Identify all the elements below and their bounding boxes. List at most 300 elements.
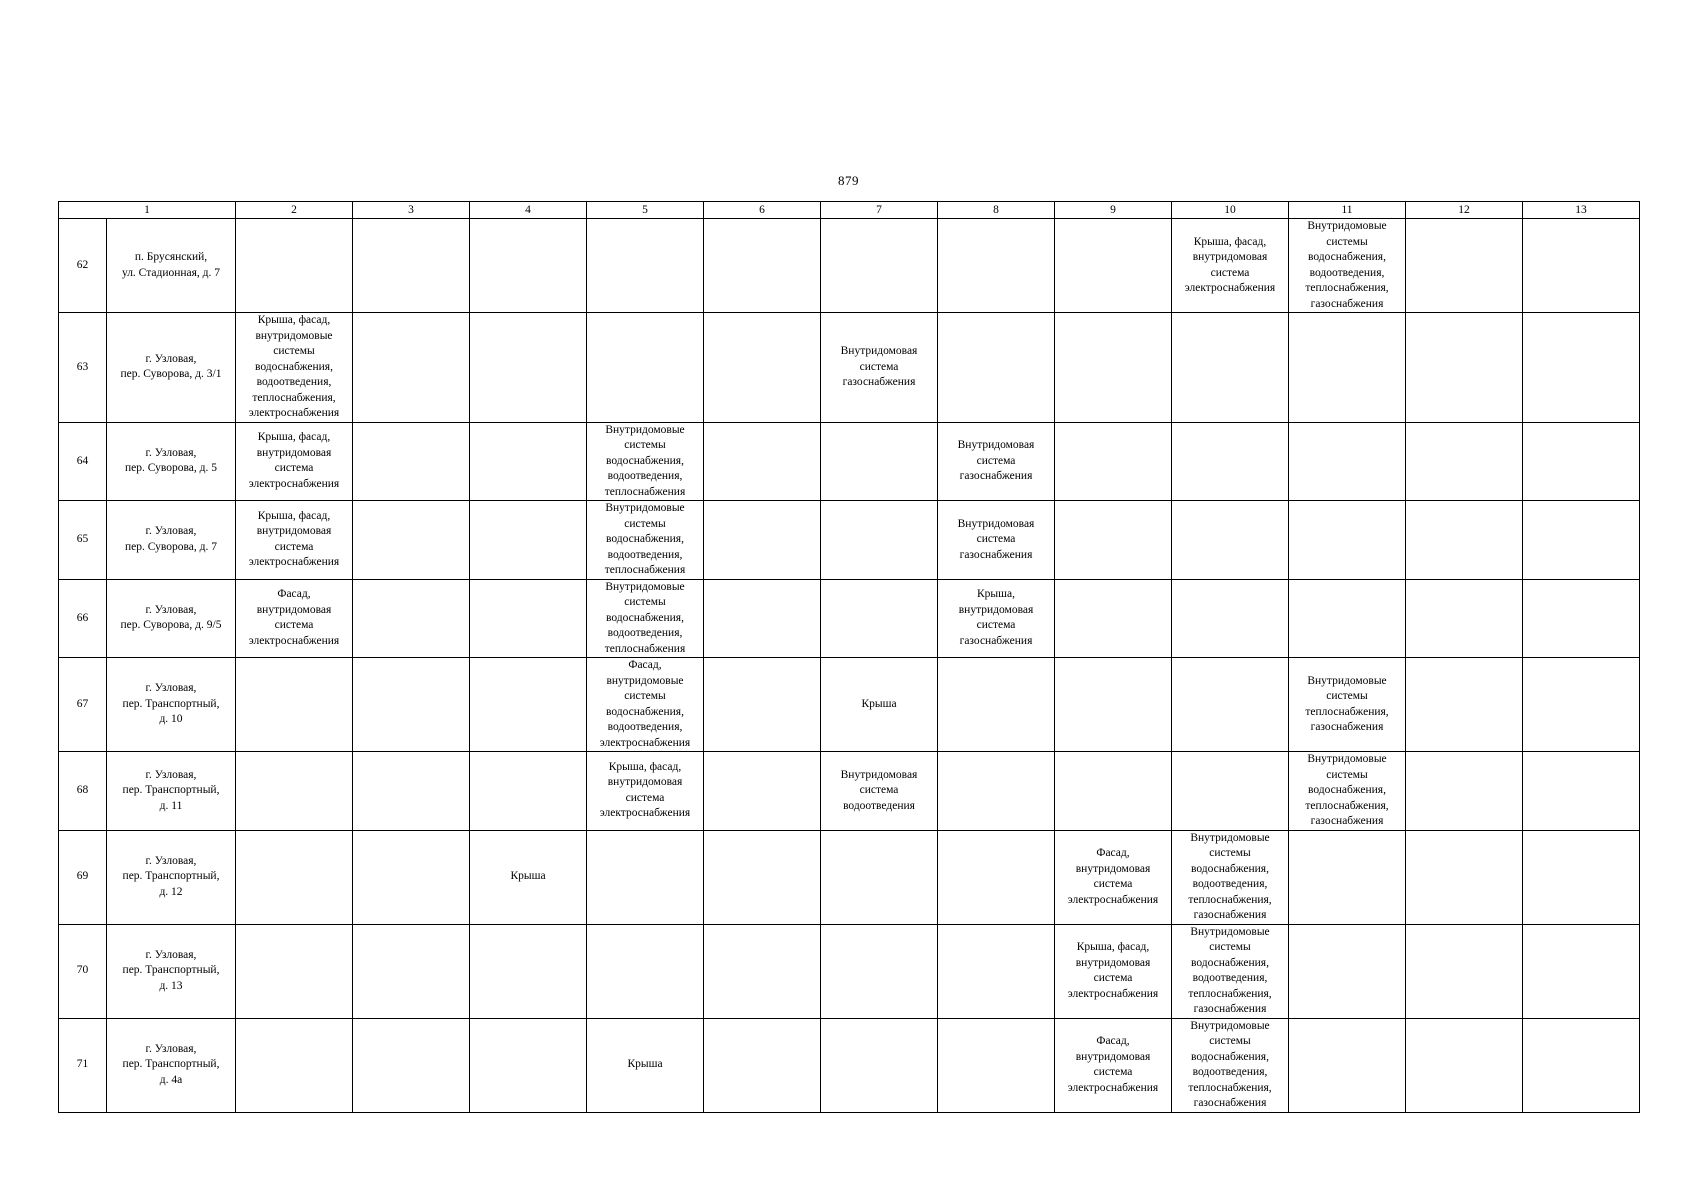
cell-line: электроснабжения — [1067, 893, 1159, 906]
cell-line: системы — [624, 439, 666, 451]
work-cell — [1523, 924, 1640, 1018]
cell-line: теплоснабжения, — [1188, 1081, 1272, 1094]
cell-line: д. 4а — [159, 1073, 183, 1086]
column-number: 9 — [1055, 202, 1172, 219]
cell-line: водоотведения, — [1192, 972, 1268, 984]
work-cell — [1523, 501, 1640, 580]
work-cell — [470, 924, 587, 1018]
row-number: 70 — [59, 924, 107, 1018]
work-cell — [470, 658, 587, 752]
cell-line: водоотведения, — [607, 721, 683, 733]
address-cell — [107, 658, 236, 752]
column-number: 11 — [1289, 202, 1406, 219]
cell-line: пер. Транспортный, — [122, 1058, 220, 1071]
cell-line: водоотведения — [843, 799, 915, 812]
work-cell — [1172, 501, 1289, 580]
work-cell — [821, 924, 938, 1018]
work-cell — [587, 579, 704, 658]
address-cell — [107, 422, 236, 501]
cell-line: система — [859, 784, 899, 796]
cell-line: система — [1210, 266, 1250, 279]
work-cell — [236, 579, 353, 658]
cell-line: электроснабжения — [1184, 282, 1276, 294]
work-cell — [1172, 219, 1289, 313]
work-cell — [1055, 422, 1172, 501]
cell-line: Внутридомовые — [1190, 1019, 1270, 1032]
row-number: 71 — [59, 1018, 107, 1112]
work-cell — [1172, 924, 1289, 1018]
cell-line: Крыша, фасад, — [608, 760, 682, 773]
table-row — [59, 658, 1640, 752]
work-cell — [353, 313, 470, 423]
cell-line: системы — [624, 596, 666, 608]
column-number: 2 — [236, 202, 353, 219]
cell-line: Крыша — [510, 870, 546, 883]
cell-line: водоотведения, — [607, 470, 683, 482]
work-cell — [1523, 579, 1640, 658]
cell-line: водоотведения, — [256, 376, 332, 388]
cell-line: п. Брусянский, — [134, 251, 208, 263]
work-cell — [1172, 658, 1289, 752]
cell-line: система — [859, 360, 899, 373]
cell-line: система — [625, 791, 665, 804]
cell-line: система — [976, 454, 1016, 467]
column-number: 3 — [353, 202, 470, 219]
work-cell — [236, 658, 353, 752]
work-cell — [236, 752, 353, 831]
work-cell — [587, 501, 704, 580]
work-cell — [1523, 422, 1640, 501]
cell-line: Внутридомовые — [1190, 925, 1270, 938]
cell-line: Фасад, — [1096, 1035, 1130, 1047]
work-cell — [1406, 313, 1523, 423]
cell-line: Крыша, фасад, — [257, 431, 331, 444]
work-cell — [236, 1018, 353, 1112]
cell-line: Внутридомовые — [1307, 753, 1387, 765]
work-cell — [938, 501, 1055, 580]
address-cell — [107, 219, 236, 313]
cell-line: Внутридомовые — [1307, 674, 1387, 687]
work-cell — [470, 219, 587, 313]
cell-line: д. 10 — [159, 713, 183, 726]
cell-line: внутридомовая — [1075, 1050, 1151, 1063]
cell-line: электроснабжения — [248, 556, 340, 569]
work-cell — [1406, 219, 1523, 313]
work-cell — [1289, 658, 1406, 752]
cell-line: теплоснабжения — [604, 485, 686, 498]
work-cell — [1406, 658, 1523, 752]
work-cell — [1055, 752, 1172, 831]
page-number: 879 — [838, 173, 859, 188]
work-cell — [353, 752, 470, 831]
work-cell — [704, 1018, 821, 1112]
work-cell — [704, 219, 821, 313]
cell-line: системы — [1209, 847, 1251, 859]
cell-line: система — [976, 533, 1016, 545]
work-cell — [1523, 752, 1640, 831]
work-cell — [938, 830, 1055, 924]
work-cell — [236, 313, 353, 423]
address-cell — [107, 1018, 236, 1112]
work-cell — [236, 219, 353, 313]
cell-line: внутридомовая — [256, 525, 332, 538]
row-number: 64 — [59, 422, 107, 501]
work-cell — [236, 501, 353, 580]
work-cell — [1055, 658, 1172, 752]
cell-line: газоснабжения — [1310, 297, 1384, 310]
cell-line: Внутридомовая — [957, 517, 1035, 530]
column-number: 12 — [1406, 202, 1523, 219]
work-cell — [470, 1018, 587, 1112]
cell-line: водоснабжения, — [606, 533, 684, 545]
cell-line: газоснабжения — [959, 548, 1033, 561]
work-cell — [1523, 830, 1640, 924]
cell-line: система — [274, 462, 314, 475]
cell-line: г. Узловая, — [145, 525, 197, 538]
cell-line: электроснабжения — [1067, 987, 1159, 1000]
cell-line: пер. Транспортный, — [122, 784, 220, 796]
column-number-row — [59, 202, 1640, 219]
cell-line: системы — [624, 517, 666, 530]
cell-line: водоснабжения, — [1308, 251, 1386, 263]
table-row — [59, 313, 1640, 423]
work-cell — [821, 313, 938, 423]
work-cell — [938, 579, 1055, 658]
cell-line: электроснабжения — [1067, 1081, 1159, 1094]
cell-line: Внутридомовые — [1307, 220, 1387, 232]
work-cell — [353, 658, 470, 752]
work-cell — [587, 830, 704, 924]
work-cell — [821, 752, 938, 831]
row-number: 66 — [59, 579, 107, 658]
work-cell — [1172, 313, 1289, 423]
cell-line: газоснабжения — [1310, 721, 1384, 733]
cell-line: пер. Транспортный, — [122, 870, 220, 883]
work-cell — [1172, 422, 1289, 501]
work-cell — [236, 422, 353, 501]
cell-line: Крыша, фасад, — [257, 314, 331, 326]
work-cell — [236, 924, 353, 1018]
cell-line: водоснабжения, — [1191, 956, 1269, 969]
cell-line: Внутридомовые — [605, 502, 685, 514]
table-row — [59, 422, 1640, 501]
cell-line: Внутридомовые — [605, 423, 685, 436]
cell-line: системы — [1209, 941, 1251, 953]
work-cell — [587, 422, 704, 501]
cell-line: системы — [1326, 768, 1368, 781]
cell-line: системы — [624, 690, 666, 702]
work-cell — [353, 579, 470, 658]
cell-line: газоснабжения — [1310, 815, 1384, 827]
cell-line: электроснабжения — [599, 807, 691, 820]
work-cell — [353, 924, 470, 1018]
table-row — [59, 501, 1640, 580]
work-cell — [1289, 1018, 1406, 1112]
cell-line: Внутридомовая — [840, 345, 918, 357]
work-cell — [938, 422, 1055, 501]
work-cell — [587, 1018, 704, 1112]
cell-line: г. Узловая, — [145, 948, 197, 961]
cell-line: Фасад, — [277, 588, 311, 601]
column-number: 6 — [704, 202, 821, 219]
address-cell — [107, 924, 236, 1018]
work-cell — [470, 752, 587, 831]
work-cell — [353, 1018, 470, 1112]
work-cell — [1406, 501, 1523, 580]
address-cell — [107, 752, 236, 831]
work-cell — [1172, 1018, 1289, 1112]
work-cell — [1055, 313, 1172, 423]
work-cell — [1289, 752, 1406, 831]
cell-line: водоснабжения, — [1308, 784, 1386, 796]
work-cell — [1055, 924, 1172, 1018]
cell-line: пер. Суворова, д. 5 — [125, 462, 217, 475]
cell-line: д. 13 — [159, 979, 183, 992]
cell-line: Внутридомовые — [605, 580, 685, 593]
cell-line: теплоснабжения — [604, 564, 686, 576]
work-cell — [1406, 422, 1523, 501]
table-row — [59, 219, 1640, 313]
work-cell — [821, 658, 938, 752]
work-cell — [1289, 579, 1406, 658]
work-cell — [1289, 924, 1406, 1018]
row-number: 62 — [59, 219, 107, 313]
cell-line: г. Узловая, — [145, 854, 197, 867]
cell-line: г. Узловая, — [145, 352, 197, 365]
work-cell — [938, 219, 1055, 313]
work-cell — [1289, 501, 1406, 580]
cell-line: водоснабжения, — [606, 611, 684, 624]
cell-line: водоснабжения, — [606, 705, 684, 718]
cell-line: электроснабжения — [599, 736, 691, 749]
work-cell — [470, 313, 587, 423]
cell-line: газоснабжения — [1193, 909, 1267, 921]
cell-line: электроснабжения — [248, 407, 340, 419]
row-number: 67 — [59, 658, 107, 752]
table-row — [59, 1018, 1640, 1112]
cell-line: пер. Транспортный, — [122, 964, 220, 977]
row-number: 69 — [59, 830, 107, 924]
cell-line: ул. Стадионная, д. 7 — [121, 266, 221, 279]
work-cell — [1406, 924, 1523, 1018]
cell-line: г. Узловая, — [145, 1042, 197, 1055]
cell-line: Внутридомовая — [957, 439, 1035, 451]
address-cell — [107, 313, 236, 423]
cell-line: внутридомовая — [1192, 251, 1268, 263]
work-cell — [1172, 830, 1289, 924]
table-row — [59, 924, 1640, 1018]
cell-line: теплоснабжения, — [1188, 987, 1272, 1000]
cell-line: водоснабжения, — [255, 360, 333, 373]
table-row — [59, 830, 1640, 924]
row-number: 65 — [59, 501, 107, 580]
address-cell — [107, 501, 236, 580]
work-cell — [236, 830, 353, 924]
cell-line: д. 11 — [159, 799, 183, 812]
table-row — [59, 752, 1640, 831]
cell-line: внутридомовая — [958, 603, 1034, 616]
work-cell — [938, 752, 1055, 831]
table-row — [59, 579, 1640, 658]
work-cell — [704, 501, 821, 580]
cell-line: газоснабжения — [1193, 1097, 1267, 1109]
work-cell — [1289, 422, 1406, 501]
column-number: 13 — [1523, 202, 1640, 219]
work-cell — [470, 501, 587, 580]
work-cell — [821, 219, 938, 313]
cell-line: г. Узловая, — [145, 682, 197, 695]
address-cell — [107, 579, 236, 658]
cell-line: система — [1093, 878, 1133, 890]
column-number: 8 — [938, 202, 1055, 219]
work-cell — [1055, 1018, 1172, 1112]
cell-line: Крыша — [627, 1058, 663, 1071]
cell-line: теплоснабжения, — [1305, 705, 1389, 718]
work-cell — [1172, 752, 1289, 831]
cell-line: внутридомовая — [256, 603, 332, 616]
work-cell — [587, 658, 704, 752]
cell-line: электроснабжения — [248, 634, 340, 647]
cell-line: система — [274, 619, 314, 632]
column-number: 4 — [470, 202, 587, 219]
work-cell — [1055, 501, 1172, 580]
work-cell — [1055, 219, 1172, 313]
cell-line: г. Узловая, — [145, 603, 197, 616]
row-number: 63 — [59, 313, 107, 423]
cell-line: система — [1093, 972, 1133, 984]
work-cell — [938, 924, 1055, 1018]
cell-line: внутридомовая — [256, 446, 332, 459]
work-cell — [587, 924, 704, 1018]
work-cell — [470, 830, 587, 924]
work-cell — [1523, 313, 1640, 423]
work-cell — [587, 313, 704, 423]
work-cell — [821, 501, 938, 580]
column-number: 10 — [1172, 202, 1289, 219]
work-cell — [938, 1018, 1055, 1112]
cell-line: теплоснабжения — [604, 642, 686, 655]
cell-line: теплоснабжения, — [252, 391, 336, 404]
work-cell — [1289, 219, 1406, 313]
work-cell — [704, 752, 821, 831]
cell-line: теплоснабжения, — [1305, 799, 1389, 812]
cell-line: внутридомовая — [607, 776, 683, 789]
work-cell — [938, 313, 1055, 423]
work-cell — [704, 313, 821, 423]
cell-line: водоснабжения, — [1191, 862, 1269, 875]
work-cell — [587, 752, 704, 831]
work-cell — [353, 501, 470, 580]
work-cell — [1523, 219, 1640, 313]
work-cell — [587, 219, 704, 313]
work-cell — [704, 422, 821, 501]
cell-line: Внутридомовая — [840, 768, 918, 781]
cell-line: Крыша, — [977, 588, 1015, 601]
cell-line: система — [976, 619, 1016, 632]
cell-line: Внутридомовые — [1190, 831, 1270, 844]
cell-line: теплоснабжения, — [1188, 893, 1272, 906]
repair-schedule-table — [58, 201, 1640, 1113]
work-cell — [821, 830, 938, 924]
cell-line: г. Узловая, — [145, 446, 197, 459]
work-cell — [1172, 579, 1289, 658]
cell-line: системы — [1326, 690, 1368, 702]
work-cell — [704, 579, 821, 658]
cell-line: водоотведения, — [607, 627, 683, 639]
cell-line: внутридомовые — [606, 674, 684, 687]
work-cell — [1289, 830, 1406, 924]
cell-line: Крыша, фасад, — [257, 509, 331, 522]
cell-line: газоснабжения — [1193, 1003, 1267, 1015]
cell-line: г. Узловая, — [145, 768, 197, 781]
cell-line: пер. Суворова, д. 7 — [125, 540, 217, 553]
column-number: 5 — [587, 202, 704, 219]
work-cell — [821, 579, 938, 658]
cell-line: газоснабжения — [842, 376, 916, 388]
work-cell — [353, 219, 470, 313]
work-cell — [1406, 1018, 1523, 1112]
cell-line: водоотведения, — [1192, 1066, 1268, 1078]
work-cell — [1523, 658, 1640, 752]
row-number: 68 — [59, 752, 107, 831]
cell-line: системы — [1326, 235, 1368, 248]
address-cell — [107, 830, 236, 924]
cell-line: система — [274, 540, 314, 553]
work-cell — [704, 658, 821, 752]
work-cell — [1055, 579, 1172, 658]
work-cell — [821, 422, 938, 501]
work-cell — [821, 1018, 938, 1112]
cell-line: пер. Суворова, д. 3/1 — [120, 368, 222, 381]
cell-line: внутридомовая — [1075, 862, 1151, 875]
cell-line: водоотведения, — [1192, 878, 1268, 890]
cell-line: электроснабжения — [248, 477, 340, 490]
work-cell — [1523, 1018, 1640, 1112]
work-cell — [704, 830, 821, 924]
cell-line: газоснабжения — [959, 634, 1033, 647]
cell-line: Крыша, фасад, — [1193, 235, 1267, 248]
work-cell — [938, 658, 1055, 752]
cell-line: система — [1093, 1066, 1133, 1078]
work-cell — [353, 830, 470, 924]
cell-line: Крыша, фасад, — [1076, 941, 1150, 953]
work-cell — [470, 579, 587, 658]
cell-line: Фасад, — [628, 659, 662, 671]
cell-line: Фасад, — [1096, 847, 1130, 859]
work-cell — [1406, 579, 1523, 658]
cell-line: теплоснабжения, — [1305, 282, 1389, 294]
work-cell — [1289, 313, 1406, 423]
cell-line: пер. Суворова, д. 9/5 — [120, 619, 222, 632]
work-cell — [704, 924, 821, 1018]
cell-line: водоснабжения, — [606, 454, 684, 467]
cell-line: водоотведения, — [1309, 266, 1385, 279]
cell-line: пер. Транспортный, — [122, 697, 220, 710]
cell-line: газоснабжения — [959, 470, 1033, 482]
work-cell — [1055, 830, 1172, 924]
cell-line: Крыша — [861, 697, 897, 710]
cell-line: водоотведения, — [607, 548, 683, 561]
cell-line: внутридомовая — [1075, 956, 1151, 969]
cell-line: д. 12 — [159, 885, 183, 898]
work-cell — [1406, 830, 1523, 924]
work-cell — [470, 422, 587, 501]
cell-line: внутридомовые — [255, 329, 333, 342]
work-cell — [353, 422, 470, 501]
column-number: 1 — [59, 202, 236, 219]
column-number: 7 — [821, 202, 938, 219]
cell-line: водоснабжения, — [1191, 1050, 1269, 1063]
